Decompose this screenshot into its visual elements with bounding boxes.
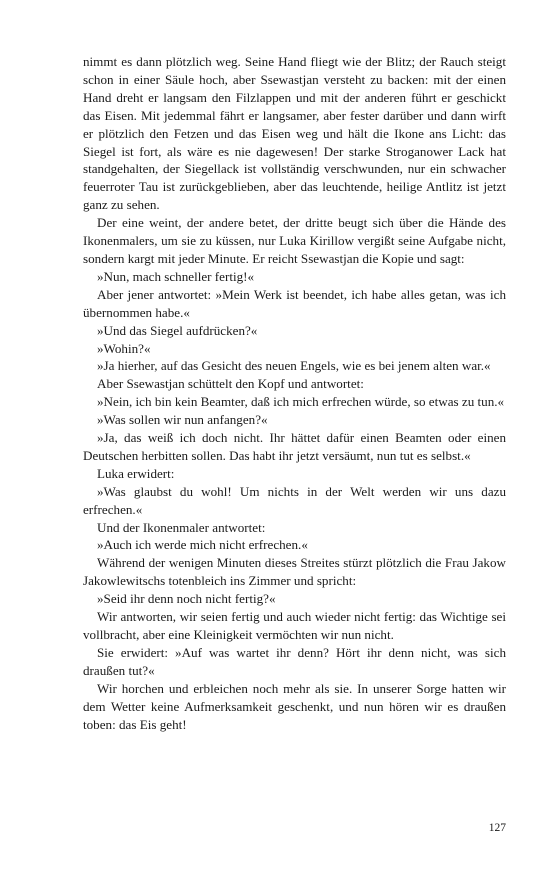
paragraph: »Nun, mach schneller fertig!« xyxy=(97,268,255,284)
body-text xyxy=(83,53,506,733)
paragraph: »Was glaubst du wohl! Um nichts in der Welt werden wir uns dazu erfrechen.« xyxy=(83,483,506,517)
paragraph: »Ja hierher, auf das Gesicht des neuen Engels, wie es bei jenem alten war.« xyxy=(97,358,491,374)
page-number: 127 xyxy=(488,822,506,834)
paragraph: »Und das Siegel aufdrücken?« xyxy=(97,322,258,338)
paragraph: »Ja, das weiß ich doch nicht. Ihr hättet dafür einen Beamten oder einen Deutschen herbitten sollen. Das habt ihr jetzt versäumt, nun tut es selbst.« xyxy=(83,430,506,463)
paragraph: »Auch ich werde mich nicht erfrechen.« xyxy=(97,537,308,553)
paragraph: Wir horchen und erbleichen noch mehr als sie. In unserer Sorge hatten wir dem Wetter keine Aufmerksamkeit geschenkt, und nun hören wir es draußen toben: das Eis geht! xyxy=(83,680,506,732)
paragraph: »Was sollen wir nun anfangen?« xyxy=(97,412,268,428)
paragraph: Während der wenigen Minuten dieses Streites stürzt plötzlich die Frau Jakow Jakowlewitschs totenbleich ins Zimmer und spricht: xyxy=(83,555,506,589)
paragraph: Wir antworten, wir seien fertig und auch wieder nicht fertig: das Wichtige sei vollbracht, aber eine Kleinigkeit vermöchten wir nun nicht. xyxy=(83,609,506,642)
paragraph: »Seid ihr denn noch nicht fertig?« xyxy=(97,591,276,607)
paragraph: nimmt es dann plötzlich weg. Seine Hand fliegt wie der Blitz; der Rauch steigt schon in einer Säule hoch, aber Ssewastjan versteht zu backen: mit der einen Hand dreht er langsam den Filzlappen und mit der anderen führt er geschickt das Eisen. Mit jedemmal fährt er langsamer, aber fester darüber und dann wirft er plötzlich den Fetzen und das Eisen weg und hält die Ikone ans Licht: das Siegel ist fort, als wäre es nie dagewesen! Der starke Stroganower Lack hat standgehalten, der Siegellack ist vollständig verschwunden, nur ein schwacher feuerroter Tau ist zurückgeblieben, aber das leuchtende, heilige Antlitz ist jetzt ganz zu sehen. xyxy=(83,54,506,213)
paragraph: Sie erwidert: »Auf was wartet ihr denn? Hört ihr denn nicht, was sich draußen tut?« xyxy=(83,644,506,678)
paragraph: Der eine weint, der andere betet, der dritte beugt sich über die Hände des Ikonenmalers, um sie zu küssen, nur Luka Kirillow vergißt seine Aufgabe nicht, sondern kargt mit jeder Minute. Er reicht Ssewastjan die Kopie und sagt: xyxy=(83,215,506,266)
paragraph: Und der Ikonenmaler antwortet: xyxy=(97,519,266,535)
paragraph: Aber Ssewastjan schüttelt den Kopf und antwortet: xyxy=(97,376,364,392)
paragraph: »Nein, ich bin kein Beamter, daß ich mich erfrechen würde, so etwas zu tun.« xyxy=(97,394,505,410)
paragraph: »Wohin?« xyxy=(97,340,151,356)
paragraph: Aber jener antwortet: »Mein Werk ist beendet, ich habe alles getan, was ich übernommen habe.« xyxy=(83,286,506,320)
paragraph: Luka erwidert: xyxy=(97,465,175,481)
